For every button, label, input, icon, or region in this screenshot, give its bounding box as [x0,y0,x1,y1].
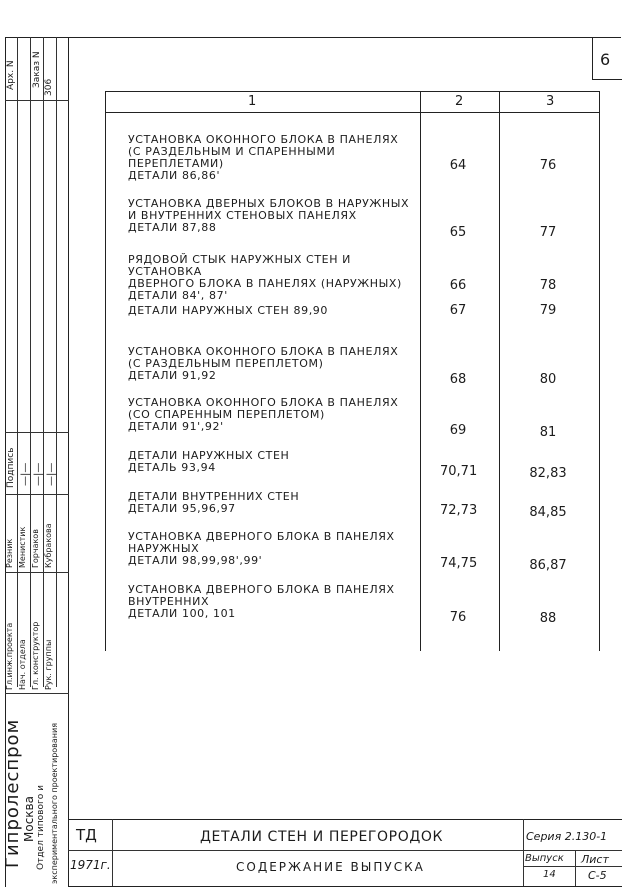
row-line: ДВЕРНОГО БЛОКА В ПАНЕЛЯХ (НАРУЖНЫХ) [128,277,402,290]
row-line: (С РАЗДЕЛЬНЫМ И СПАРЕННЫМИ ПЕРЕПЛЕТАМИ) [128,145,336,170]
role-0: Гл.инж.проекта [5,622,14,690]
row-line: ДЕТАЛИ ВНУТРЕННИХ СТЕН [128,490,300,503]
row-col3: 82,83 [529,466,567,481]
strip-sep-3 [5,494,69,495]
table-header-line [105,112,600,113]
strip-col-4 [56,37,57,687]
seriya [526,830,607,843]
org-city: Москва [22,796,36,842]
row-col3: 76 [539,158,557,173]
table-top-line [105,91,600,92]
titleblock-sep-4 [523,866,622,867]
row-col2: 76 [449,610,467,625]
row-line: ДЕТАЛИ 91,92 [128,369,217,382]
podpis-label: Подпись [6,447,16,488]
role-3: Рук. группы [44,639,53,690]
row-line: ДЕТАЛИ 84', 87' [128,289,228,302]
row-line: НАРУЖНЫХ [128,542,200,555]
table-row [128,491,428,515]
col-header-1: 1 [248,94,257,109]
row-line: УСТАНОВКА ОКОННОГО БЛОКА В ПАНЕЛЯХ [128,396,399,409]
row-line: ДЕТАЛИ НАРУЖНЫХ СТЕН 89,90 [128,304,328,317]
corner-box-bottom [592,79,622,80]
table-right-line [599,91,600,651]
table-row [128,254,428,302]
table-left-line [105,91,106,651]
vypusk-label: Выпуск [525,853,564,864]
strip-sep-2 [5,432,69,433]
table-row [128,584,428,620]
name-0: Резник [5,538,14,568]
row-line: УСТАНОВКА ДВЕРНОГО БЛОКА В ПАНЕЛЯХ [128,530,395,543]
row-col3: 80 [539,372,557,387]
row-col2: 64 [449,158,467,173]
row-line: УСТАНОВКА ДВЕРНОГО БЛОКА В ПАНЕЛЯХ [128,583,395,596]
table-row [128,198,428,234]
row-line: УСТАНОВКА ДВЕРНЫХ БЛОКОВ В НАРУЖНЫХ [128,197,410,210]
seriya-value: 2.130-1 [564,830,608,843]
titleblock-bottom-line [68,886,622,887]
row-line: ДЕТАЛЬ 93,94 [128,461,216,474]
seriya-label: Серия [526,830,562,843]
titleblock-sep-3 [575,850,576,886]
signature-mark-2: —|— [33,462,44,486]
row-line: ДЕТАЛИ 100, 101 [128,607,236,620]
year: 1971г. [70,858,111,872]
row-col3: 78 [539,278,557,293]
vypusk-value: 14 [543,869,556,880]
strip-sep-4 [5,572,69,573]
table-row [128,346,428,382]
role-2: Гл. конструктор [31,621,40,690]
sheet-subtitle: СОДЕРЖАНИЕ ВЫПУСКА [236,860,425,874]
row-col2: 68 [449,372,467,387]
strip-col-1 [17,37,18,687]
row-line: (СО СПАРЕННЫМ ПЕРЕПЛЕТОМ) [128,408,325,421]
row-line: УСТАНОВКА ОКОННОГО БЛОКА В ПАНЕЛЯХ [128,133,399,146]
col-header-3: 3 [546,94,555,109]
titleblock-top-line [68,819,622,820]
signature-mark-3: —|— [46,462,57,486]
signature-mark-1: —|— [20,462,31,486]
row-col2: 70,71 [440,464,478,479]
list-value: С-5 [588,869,607,882]
frame-top-line [5,37,621,38]
org-dept-1: Отдел типового и [36,785,46,870]
org-name: Гипролеспром [2,718,23,868]
table-row [128,450,428,474]
frame-inner-left-line [68,37,69,887]
row-col3: 88 [539,611,557,626]
arh-label: Арх. N [6,60,16,90]
row-line: ДЕТАЛИ 87,88 [128,221,217,234]
row-col2: 72,73 [440,503,478,518]
strip-col-2 [30,37,31,687]
row-line: И ВНУТРЕННИХ СТЕНОВЫХ ПАНЕЛЯХ [128,209,357,222]
row-line: ДЕТАЛИ 95,96,97 [128,502,236,515]
strip-sep-5 [5,693,69,694]
name-3: Кубракова [44,523,53,568]
row-line: ДЕТАЛИ 91',92' [128,420,224,433]
row-col3: 81 [539,425,557,440]
zakaz-label: Заказ N [32,51,42,88]
corner-page-number: 6 [600,50,611,69]
zakaz-value: 306 [44,78,54,96]
role-1: Нач. отдела [18,639,27,690]
row-line: УСТАНОВКА ОКОННОГО БЛОКА В ПАНЕЛЯХ [128,345,399,358]
row-col2: 74,75 [440,556,478,571]
name-1: Менистик [18,526,27,568]
row-col3: 84,85 [529,505,567,520]
col-header-2: 2 [455,94,464,109]
table-row [128,305,428,317]
titleblock-sep-2 [523,819,524,886]
row-col2: 65 [449,225,467,240]
strip-sep-1 [5,100,69,101]
td-label: ТД [76,826,97,844]
row-line: РЯДОВОЙ СТЫК НАРУЖНЫХ СТЕН И УСТАНОВКА [128,253,352,278]
row-col3: 77 [539,225,557,240]
name-2: Горчаков [31,529,40,568]
list-label: Лист [581,853,609,866]
org-dept-2: экспериментального проектирования [50,722,59,884]
table-row [128,531,428,567]
strip-col-3 [43,37,44,687]
row-col2: 66 [449,278,467,293]
row-line: ДЕТАЛИ НАРУЖНЫХ СТЕН [128,449,290,462]
sheet-title: ДЕТАЛИ СТЕН И ПЕРЕГОРОДОК [200,829,444,845]
row-line: ДЕТАЛИ 98,99,98',99' [128,554,263,567]
corner-box-left [592,37,593,79]
titleblock-mid-line [68,850,622,851]
table-row [128,397,428,433]
row-line: ВНУТРЕННИХ [128,595,210,608]
table-row [128,134,428,182]
row-col3: 86,87 [529,558,567,573]
row-line: ДЕТАЛИ 86,86' [128,169,221,182]
row-col3: 79 [539,303,557,318]
titleblock-sep-1 [112,819,113,886]
row-col2: 67 [449,303,467,318]
table-col3-line [499,91,500,651]
row-col2: 69 [449,423,467,438]
row-line: (С РАЗДЕЛЬНЫМ ПЕРЕПЛЕТОМ) [128,357,324,370]
